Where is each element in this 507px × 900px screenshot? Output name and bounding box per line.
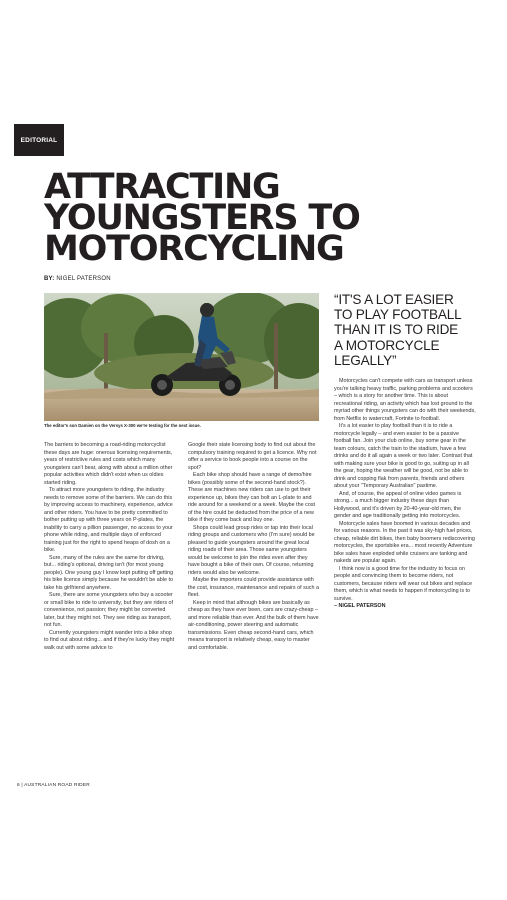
paragraph: To attract more youngsters to riding, the industry needs to remove some of the barriers. We can do this by improving access to machinery, experience, advice and other riders. You have to be pretty committed to bother putting up with three years on P-plates, the inability to carry a pillion passenger, no access to your phone while riding, and multiple days of enforced training just for the right to spend heaps of dosh on a bike.: [44, 487, 173, 553]
pull-quote: [334, 292, 474, 368]
paragraph: And, of course, the appeal of online video games is strong... a much bigger industry these days than Hollywood, and it's driven by 20-40-year-old men, the gender and age traditionally getting into motorcycles.: [334, 490, 462, 519]
paragraph: Sure, many of the rules are the same for driving, but... riding's optional, driving isn't (for most young people). One young guy I know kept putting off getting his bike licence simply because he wouldn't be able to take his girlfriend anywhere.: [44, 554, 174, 591]
page-footer: 6 | AUSTRALIAN ROAD RIDER: [17, 783, 90, 788]
paragraph: The barriers to becoming a road-riding motorcyclist these days are huge: onerous licensing requirements, years of restrictive rules and costs which many youngsters can't bear, along with about a million other popular activities which didn't exist when us oldies started riding.: [44, 442, 173, 486]
pull-quote-line-2: TO PLAY FOOTBALL: [334, 307, 462, 323]
byline-prefix: BY:: [44, 276, 55, 282]
paragraph: Maybe the importers could provide assistance with the cost, insurance, maintenance and repairs of such a fleet.: [188, 577, 319, 598]
pull-quote-line-5: LEGALLY”: [334, 352, 397, 368]
paragraph: Shops could lead group rides or tap into their local riding groups and customers who (I'm sure) would be pleased to guide youngsters around the great local riding roads of their area. Those same youngsters would be welcome to join the rides even after they have bought a bike of their own. Of course, returning riders would also be welcome.: [188, 524, 315, 576]
body-column-1: [44, 442, 175, 652]
paragraph: Currently youngsters might wander into a bike shop to find out about riding... and if they're lucky they might walk out with some advice to: [44, 629, 175, 651]
pull-quote-line-4: A MOTORCYCLE: [334, 337, 440, 353]
headline-line-1: ATTRACTING: [44, 167, 280, 207]
article-photo: [44, 293, 319, 421]
paragraph: Sure, there are some youngsters who buy a scooter or small bike to ride to university, but they are riders of convenience, not passion; they might be converted later, but they might not. They see riding as transport, not fun.: [44, 592, 174, 628]
paragraph: Motorcycle sales have boomed in various decades and for various reasons. In the past it was sky-high fuel prices, cheap, reliable dirt bikes, then baby boomers rediscovering motorcycles, the sportsbike era... most recently Adventure bike sales have exploded while cruisers are tanking and nakeds are popular again.: [334, 520, 475, 564]
body-column-3: [334, 378, 476, 611]
article-headline: [44, 167, 474, 269]
section-tag: EDITORIAL: [14, 124, 64, 156]
byline-author: NIGEL PATERSON: [56, 276, 111, 282]
paragraph: Google their state licensing body to find out about the compulsory training required to get a licence. Why not offer a service to book people into a course on the spot?: [188, 442, 317, 471]
pull-quote-line-3: THAN IT IS TO RIDE: [334, 322, 459, 338]
headline-line-2: YOUNGSTERS TO: [44, 198, 360, 238]
pull-quote-line-1: “IT'S A LOT EASIER: [334, 292, 454, 307]
paragraph: Each bike shop should have a range of demo/hire bikes (possibly some of the second-hand stock?). These are machines new riders can use to get their experience up, bikes they can bolt an L-plate to and ride around for a weekend or a week. Maybe the cost of the hire could be deducted from the price of a new bike if they come back and buy one.: [188, 472, 316, 523]
paragraph: Motorcycles can't compete with cars as transport unless you're talking heavy traffic, parking problems and scooters – which is a story for another time. This is about recreational riding, an activity which has lost ground to the myriad other things youngsters can do with their weekends, from Netflix to watercraft, Fortnite to football.: [334, 378, 476, 422]
paragraph: It's a lot easier to play football than it is to ride a motorcycle legally – and even easier to be a passive football fan. Join your club online, buy some gear in the team colours, catch the train to the stadium, have a few drinks and do it all again a week or two later. Contrast that with making sure your bike is good to go, suiting up in all the gear, hoping the weather will be good, not be able to drink and copping flak from parents, friends and others about your "Temporary Australian" pastime.: [334, 423, 473, 489]
paragraph: Keep in mind that although bikes are basically as cheap as they have ever been, cars are crazy-cheap – and more reliable than ever. And the bulk of them have air-conditioning, power steering and automatic transmissions. Even cheap second-hand cars, which means transport is relatively cheap, easy to master and comfortable.: [188, 599, 319, 651]
photo-caption: The editor's son Damien on the Versys X-300 we're testing for the next issue.: [44, 423, 201, 428]
headline-line-3: MOTORCYCLING: [44, 229, 344, 269]
motorcycle-photo-icon: [44, 293, 319, 421]
paragraph: I think now is a good time for the industry to focus on people and convincing them to become riders, not customers, because riders will wear out bikes and replace them, which is what needs to happen if motorcycling is to survive.: [334, 565, 473, 602]
body-column-2: [188, 442, 319, 652]
author-signature: – NIGEL PATERSON: [334, 603, 386, 609]
byline: [44, 276, 111, 282]
